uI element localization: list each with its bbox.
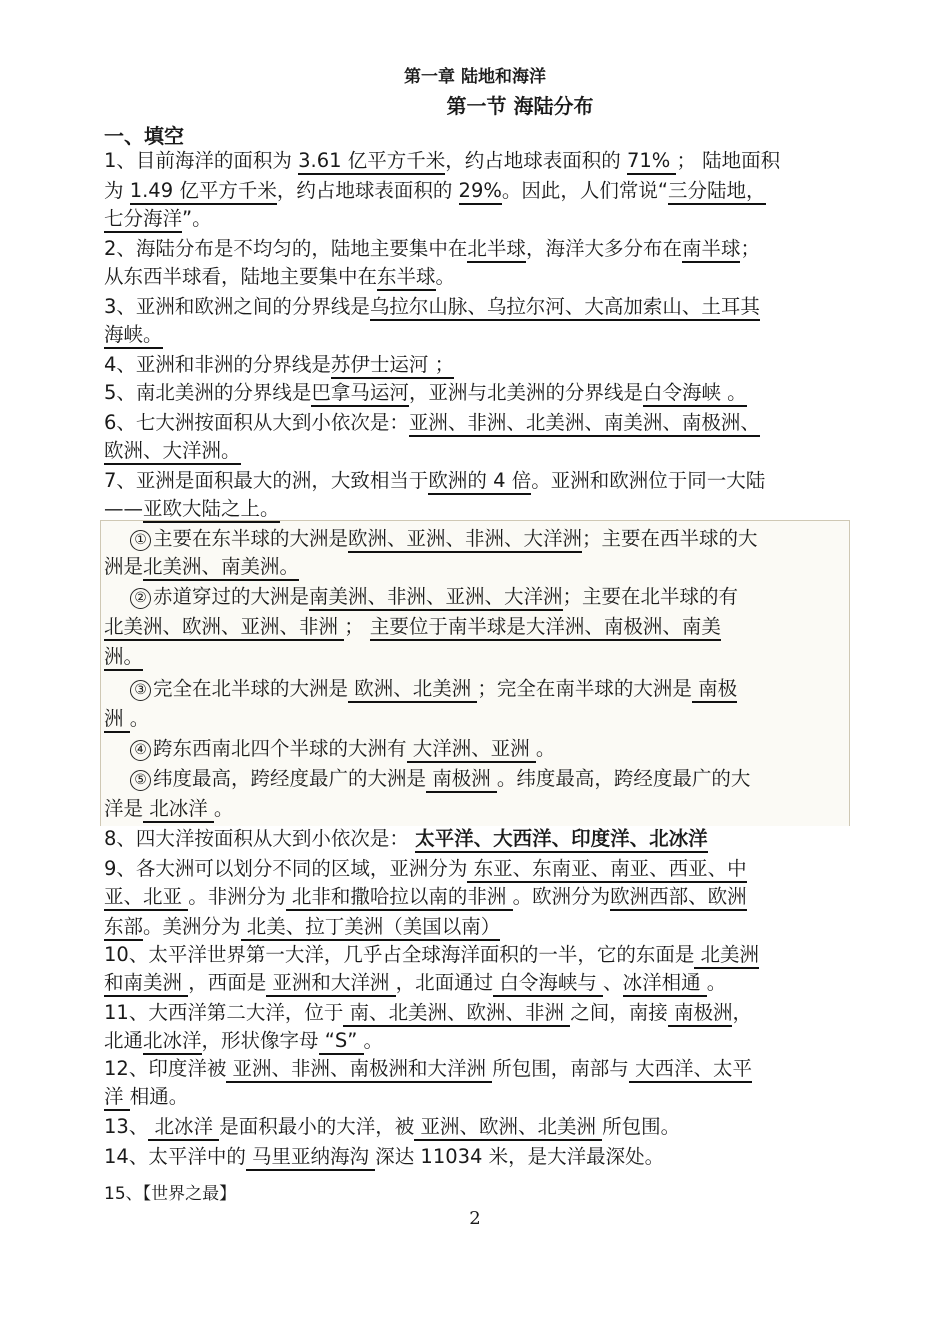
line-text: 3、亚洲和欧洲之间的分界线是: [104, 295, 370, 318]
line-text: 9、各大洲可以划分不同的区域，亚洲分为: [104, 857, 468, 880]
answer-blank: 亚洲、非洲、北美洲、南美洲、南极洲、: [409, 411, 760, 437]
lines-line: [104, 321, 163, 349]
answer-blank: 南极: [692, 677, 737, 703]
answer-blank: 白令海峡与: [493, 971, 603, 997]
line-text: 。美洲分为: [143, 915, 241, 938]
chapter-title: 第一章 陆地和海洋: [404, 67, 546, 87]
line-text: 。: [213, 797, 234, 820]
line-text: 。非洲分为: [188, 885, 286, 908]
lines-line: [104, 205, 212, 233]
answer-blank: 亚、北亚: [104, 885, 188, 911]
line-text: ，海洋大多分布在: [525, 237, 682, 260]
answer-blank: 北美洲、南美洲。: [143, 555, 299, 581]
line-text: 。: [363, 1029, 384, 1052]
answer-blank: 欧洲、大洋洲。: [104, 439, 241, 465]
lines2-line: [104, 1143, 664, 1171]
lines-line: [104, 147, 780, 175]
line-text: ；主要在西半球的大: [582, 527, 758, 550]
lines2-line: [104, 1055, 752, 1083]
answer-blank: 欧洲、北美洲: [348, 677, 477, 703]
line-text: ，形状像字母: [201, 1029, 319, 1052]
lines2-line: [104, 883, 747, 911]
answer-blank: 3.61 亿平方千米: [298, 149, 445, 175]
answer-blank: 东部: [104, 915, 143, 941]
box_lines-line: [104, 613, 721, 641]
line-text: 。: [706, 971, 727, 994]
line-text: 纬度最高，跨经度最广的大洲是: [153, 767, 427, 790]
answer-blank: 欧洲的 4 倍: [428, 469, 531, 495]
line-text: 13、: [104, 1115, 149, 1138]
line-text: 。因此，人们常说“: [501, 179, 668, 202]
answer-blank: 北半球: [467, 237, 526, 263]
box_lines-line: [130, 525, 758, 553]
lines2-line: [104, 1113, 680, 1141]
answer-blank: 海峡。: [104, 323, 163, 349]
line-text: ，约占地球表面积的: [276, 179, 459, 202]
lines-line: [104, 409, 760, 437]
answer-blank: 欧洲西部、欧洲: [610, 885, 747, 911]
lines2-line: [104, 941, 759, 969]
line-text: ——: [104, 497, 143, 520]
line-text: 。: [129, 707, 150, 730]
answer-blank: 马里亚纳海沟: [246, 1145, 375, 1171]
line-text: 完全在北半球的大洲是: [153, 677, 349, 700]
line-text: 14、太平洋中的: [104, 1145, 246, 1168]
answer-blank: 北冰洋: [148, 1115, 219, 1141]
lines2-line: [104, 969, 726, 997]
answer-blank: 亚洲、欧洲、北美洲: [414, 1115, 602, 1141]
line-text: ； 陆地面积: [676, 149, 781, 172]
answer-blank: 乌拉尔山脉、乌拉尔河、大高加索山、土耳其: [370, 295, 760, 321]
answer-blank: 欧洲、亚洲、非洲、大洋洲: [348, 527, 582, 553]
lines-line: [104, 379, 747, 407]
box_lines-line: [130, 765, 750, 793]
line-text: 所包围，南部与: [492, 1057, 629, 1080]
answer-blank: 亚欧大陆之上。: [143, 497, 280, 523]
answer-blank: 北冰洋: [143, 797, 214, 823]
answer-blank: 南极洲: [668, 1001, 733, 1027]
line-text: ；主要在北半球的有: [562, 585, 739, 608]
line-text: 深达 11034 米，是大洋最深处。: [375, 1145, 665, 1168]
lines-line: [104, 235, 760, 263]
section-title: 第一节 海陆分布: [446, 94, 594, 118]
answer-blank: 巴拿马运河: [311, 381, 409, 407]
line-text: 。亚洲和欧洲位于同一大陆: [531, 469, 766, 492]
lines-line: [104, 467, 765, 495]
line-text: 之间，南接: [570, 1001, 668, 1024]
line-text: 所包围。: [602, 1115, 681, 1138]
line-text: 5、南北美洲的分界线是: [104, 381, 312, 404]
line-text: 。: [535, 737, 556, 760]
lines2-line: [104, 1083, 188, 1111]
answer-blank: 东亚、东南亚、南亚、西亚、中: [467, 857, 746, 883]
answer-blank: 71%: [627, 149, 677, 175]
lines-line: [104, 293, 760, 321]
line-text: 是面积最小的大洋，被: [219, 1115, 415, 1138]
line-text: 从东西半球看，陆地主要集中在: [104, 265, 378, 288]
circled-number: ③: [130, 680, 151, 701]
line-text: 北通: [104, 1029, 144, 1052]
answer-blank: 和南美洲: [104, 971, 188, 997]
line-text: 。欧洲分为: [512, 885, 611, 908]
circled-number: ⑤: [130, 770, 151, 791]
line-text: ，约占地球表面积的: [445, 149, 627, 172]
answer-blank: 北美洲、欧洲、亚洲、非洲: [104, 615, 344, 641]
answer-blank: 北美、拉丁美洲（美国以南）: [241, 915, 501, 941]
line-text: 。: [435, 265, 456, 288]
box_lines-line: [130, 675, 737, 703]
lines-line: [104, 263, 455, 291]
answer-blank: 苏伊士运河 ；: [331, 353, 454, 379]
fill-in-heading: 一、填空: [104, 124, 184, 148]
answer-blank: 南美洲、非洲、亚洲、大洋洲: [309, 585, 563, 611]
line-text: 跨东西南北四个半球的大洲有: [153, 737, 407, 760]
line-text: 2、海陆分布是不均匀的，陆地主要集中在: [104, 237, 468, 260]
answer-blank: 南、北美洲、欧洲、非洲: [343, 1001, 570, 1027]
line-text: 11、大西洋第二大洋，位于: [104, 1001, 344, 1024]
answer-blank: “S”: [319, 1029, 364, 1055]
box_lines-line: [104, 643, 143, 671]
line-text: ，: [732, 1001, 752, 1024]
answer-blank: 1.49 亿平方千米: [130, 179, 277, 205]
answer-blank: 北冰洋: [143, 1029, 202, 1055]
box_lines-line: [104, 705, 149, 733]
line-text: ；: [344, 615, 370, 638]
lines-line: [104, 351, 454, 379]
answer-blank: 七分海洋: [104, 207, 182, 233]
line-text: 8、四大洋按面积从大到小依次是：: [104, 827, 416, 850]
line-text: 主要在东半球的大洲是: [153, 527, 349, 550]
lines2-line: [104, 825, 708, 853]
lines-line: [104, 495, 280, 523]
answer-blank: 大西洋、太平: [629, 1057, 752, 1083]
answer-blank: 冰洋相通: [623, 971, 707, 997]
line-text: 洋是: [104, 797, 144, 820]
answer-blank: 白令海峡 。: [643, 381, 747, 407]
box_lines-line: [104, 795, 233, 823]
lines2-line: [104, 913, 500, 941]
box_lines-line: [104, 553, 299, 581]
line-text: ”。: [182, 207, 212, 230]
line-text: 。纬度最高，跨经度最广的大: [496, 767, 751, 790]
answer-blank: 北美洲: [694, 943, 759, 969]
answer-blank: 亚洲和大洋洲: [266, 971, 395, 997]
question-15: 15、【世界之最】: [104, 1184, 237, 1204]
line-text: ，亚洲与北美洲的分界线是: [408, 381, 643, 404]
lines2-line: [104, 999, 752, 1027]
answer-blank: 洲。: [104, 645, 143, 671]
box_lines-line: [130, 583, 738, 611]
page-number: 2: [469, 1208, 481, 1229]
line-text: ，北面通过: [395, 971, 494, 994]
answer-blank: 太平洋、大西洋、印度洋、北冰洋: [415, 827, 708, 853]
line-text: 、: [603, 971, 623, 994]
line-text: 相通。: [129, 1085, 189, 1108]
lines2-line: [104, 1027, 383, 1055]
line-text: 12、印度洋被: [104, 1057, 227, 1080]
line-text: 7、亚洲是面积最大的洲，大致相当于: [104, 469, 429, 492]
circled-number: ④: [130, 740, 151, 761]
line-text: ，西面是: [188, 971, 267, 994]
line-text: 赤道穿过的大洲是: [153, 585, 310, 608]
line-text: 10、太平洋世界第一大洋，几乎占全球海洋面积的一半，它的东面是: [104, 943, 695, 966]
answer-blank: 南极洲: [426, 767, 497, 793]
answer-blank: 三分陆地，: [668, 179, 766, 205]
line-text: 1、目前海洋的面积为: [104, 149, 299, 172]
answer-blank: 大洋洲、亚洲: [407, 737, 536, 763]
answer-blank: 主要位于南半球是大洋洲、南极洲、南美: [370, 615, 721, 641]
circled-number: ②: [130, 588, 151, 609]
answer-blank: 亚洲、非洲、南极洲和大洋洲: [226, 1057, 492, 1083]
answer-blank: 北非和撒哈拉以南的非洲: [286, 885, 513, 911]
answer-blank: 29%: [459, 179, 502, 205]
box_lines-line: [130, 735, 555, 763]
lines-line: [104, 437, 241, 465]
line-text: 6、七大洲按面积从大到小依次是：: [104, 411, 409, 434]
lines-line: [104, 177, 766, 205]
line-text: 4、亚洲和非洲的分界线是: [104, 353, 331, 376]
circled-number: ①: [130, 530, 151, 551]
line-text: 洲是: [104, 555, 144, 578]
line-text: 为: [104, 179, 130, 202]
line-text: ；完全在南半球的大洲是: [477, 677, 692, 700]
answer-blank: 东半球: [377, 265, 436, 291]
answer-blank: 南半球: [682, 237, 741, 263]
lines2-line: [104, 855, 747, 883]
line-text: ；: [740, 237, 760, 260]
answer-blank: 洋: [104, 1085, 130, 1111]
answer-blank: 洲: [104, 707, 130, 733]
